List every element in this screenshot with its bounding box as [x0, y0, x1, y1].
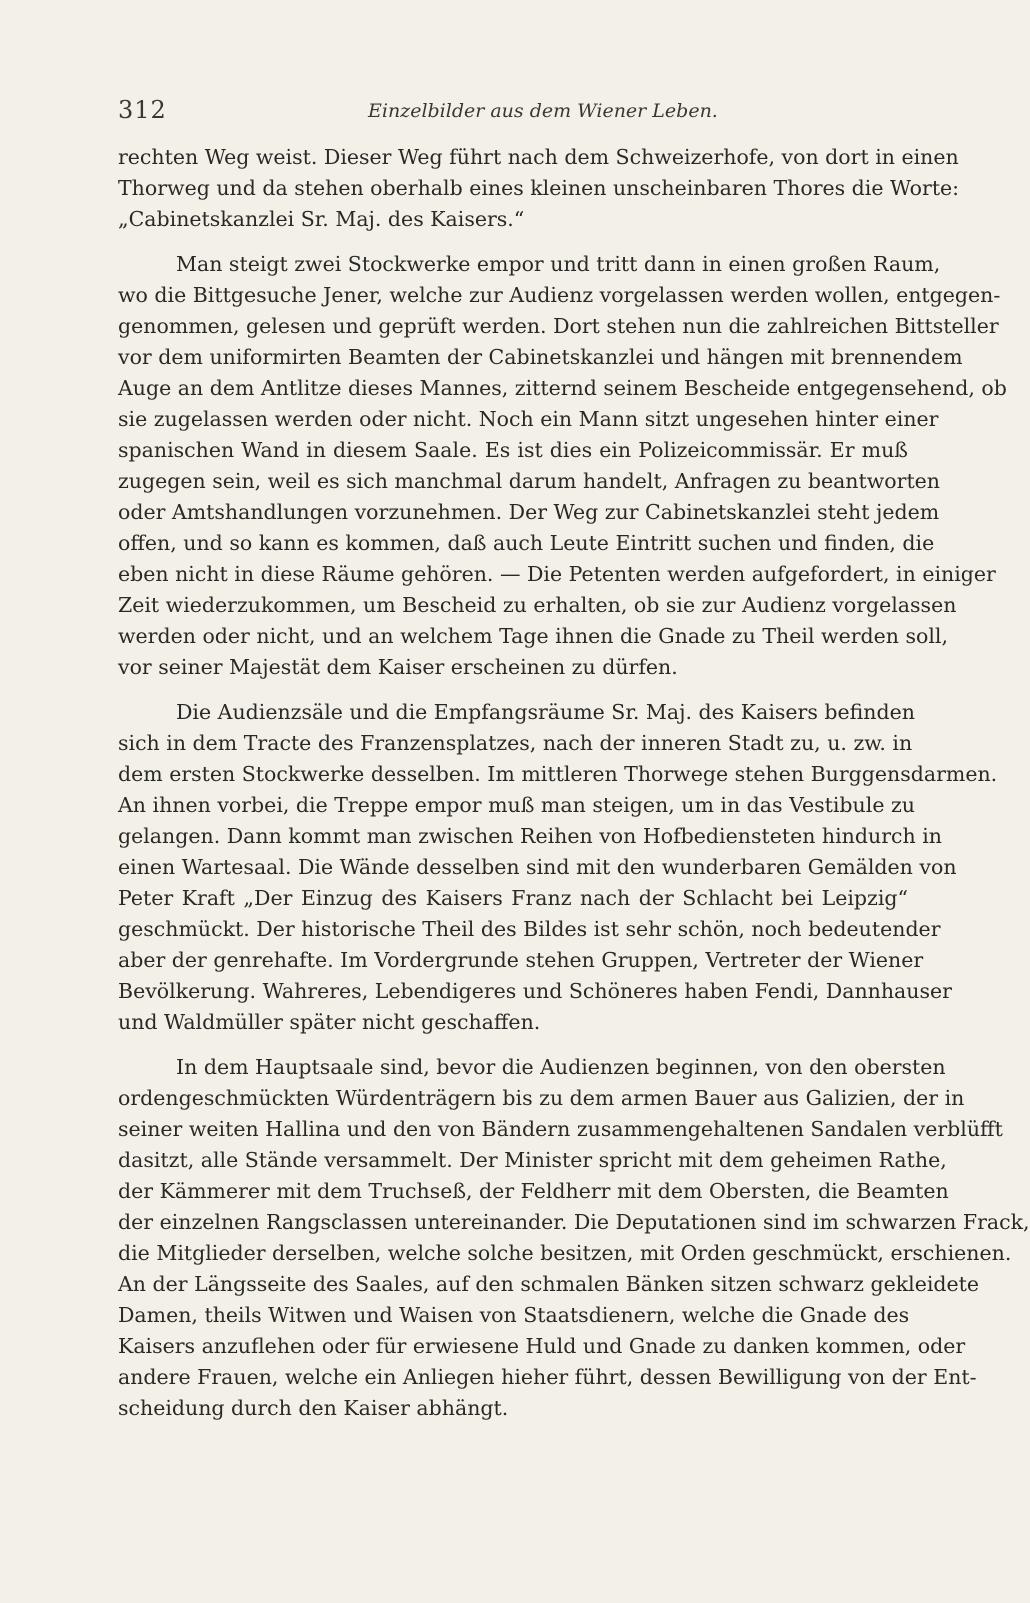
text-line: Damen, theils Witwen und Waisen von Staatsdienern, welche die Gnade des — [118, 1303, 910, 1327]
page-number: 312 — [118, 96, 167, 124]
paragraph — [118, 249, 1007, 683]
text-line: dem ersten Stockwerke desselben. Im mittleren Thorwege stehen Burggensdarmen. — [118, 762, 998, 786]
text-line: andere Frauen, welche ein Anliegen hieher führt, dessen Bewilligung von der Ent- — [118, 1365, 977, 1389]
text-line: zugegen sein, weil es sich manchmal darum handelt, Anfragen zu beantworten — [118, 469, 941, 493]
text-line: die Mitglieder derselben, welche solche besitzen, mit Orden geschmückt, erschienen. — [118, 1241, 1012, 1265]
text-line: und Waldmüller später nicht geschaffen. — [118, 1010, 541, 1034]
text-line: rechten Weg weist. Dieser Weg führt nach dem Schweizerhofe, von dort in einen — [118, 145, 959, 169]
text-line: sich in dem Tracte des Franzensplatzes, nach der inneren Stadt zu, u. zw. in — [118, 731, 913, 755]
text-line: der einzelnen Rangsclassen untereinander. Die Deputationen sind im schwarzen Frack, — [118, 1210, 1030, 1234]
text-line: wo die Bittgesuche Jener, welche zur Audienz vorgelassen werden wollen, entgegen- — [118, 283, 1001, 307]
text-line: Die Audienzsäle und die Empfangsräume Sr. Maj. des Kaisers befinden — [176, 700, 915, 724]
body-text — [118, 142, 1030, 1424]
text-line: scheidung durch den Kaiser abhängt. — [118, 1396, 509, 1420]
text-line: Zeit wiederzukommen, um Bescheid zu erhalten, ob sie zur Audienz vorgelassen — [118, 593, 957, 617]
text-line: gelangen. Dann kommt man zwischen Reihen von Hofbediensteten hindurch in — [118, 824, 942, 848]
running-head — [118, 96, 878, 130]
text-line: vor dem uniformirten Beamten der Cabinetskanzlei und hängen mit brennendem — [118, 345, 963, 369]
text-line: eben nicht in diese Räume gehören. — Die Petenten werden aufgefordert, in einiger — [118, 562, 996, 586]
text-line: spanischen Wand in diesem Saale. Es ist dies ein Polizeicommissär. Er muß — [118, 438, 908, 462]
text-line: Thorweg und da stehen oberhalb eines kleinen unscheinbaren Thores die Worte: — [118, 176, 960, 200]
text-line: offen, und so kann es kommen, daß auch Leute Eintritt suchen und finden, die — [118, 531, 935, 555]
text-line: oder Amtshandlungen vorzunehmen. Der Weg zur Cabinetskanzlei steht jedem — [118, 500, 940, 524]
text-line: In dem Hauptsaale sind, bevor die Audienzen beginnen, von den obersten — [176, 1055, 946, 1079]
text-line: An der Längsseite des Saales, auf den schmalen Bänken sitzen schwarz gekleidete — [118, 1272, 980, 1296]
running-title: Einzelbilder aus dem Wiener Leben. — [368, 100, 718, 122]
text-line: Bevölkerung. Wahreres, Lebendigeres und Schöneres haben Fendi, Dannhauser — [118, 979, 952, 1003]
text-line: der Kämmerer mit dem Truchseß, der Feldherr mit dem Obersten, die Beamten — [118, 1179, 949, 1203]
text-line: An ihnen vorbei, die Treppe empor muß man steigen, um in das Vestibule zu — [118, 793, 915, 817]
text-line: Auge an dem Antlitze dieses Mannes, zitternd seinem Bescheide entgegensehend, ob — [118, 376, 1007, 400]
text-line: seiner weiten Hallina und den von Bändern zusammengehaltenen Sandalen verblüfft — [118, 1117, 1003, 1141]
text-line: geschmückt. Der historische Theil des Bildes ist sehr schön, noch bedeutender — [118, 917, 941, 941]
text-line: Peter Kraft „Der Einzug des Kaisers Franz nach der Schlacht bei Leipzig“ — [118, 886, 908, 910]
text-line: genommen, gelesen und geprüft werden. Dort stehen nun die zahlreichen Bittsteller — [118, 314, 999, 338]
text-line: „Cabinetskanzlei Sr. Maj. des Kaisers.“ — [118, 207, 525, 231]
text-line: dasitzt, alle Stände versammelt. Der Minister spricht mit dem geheimen Rathe, — [118, 1148, 947, 1172]
paragraph — [118, 142, 960, 235]
text-line: vor seiner Majestät dem Kaiser erscheinen zu dürfen. — [118, 655, 678, 679]
text-line: aber der genrehafte. Im Vordergrunde stehen Gruppen, Vertreter der Wiener — [118, 948, 924, 972]
text-line: sie zugelassen werden oder nicht. Noch ein Mann sitzt ungesehen hinter einer — [118, 407, 939, 431]
text-line: werden oder nicht, und an welchem Tage ihnen die Gnade zu Theil werden soll, — [118, 624, 948, 648]
text-line: ordengeschmückten Würdenträgern bis zu dem armen Bauer aus Galizien, der in — [118, 1086, 965, 1110]
paragraph — [118, 697, 998, 1038]
text-line: einen Wartesaal. Die Wände desselben sind mit den wunderbaren Gemälden von — [118, 855, 957, 879]
text-line: Kaisers anzuflehen oder für erwiesene Huld und Gnade zu danken kommen, oder — [118, 1334, 966, 1358]
text-line: Man steigt zwei Stockwerke empor und tritt dann in einen großen Raum, — [176, 252, 941, 276]
paragraph — [118, 1052, 1030, 1424]
